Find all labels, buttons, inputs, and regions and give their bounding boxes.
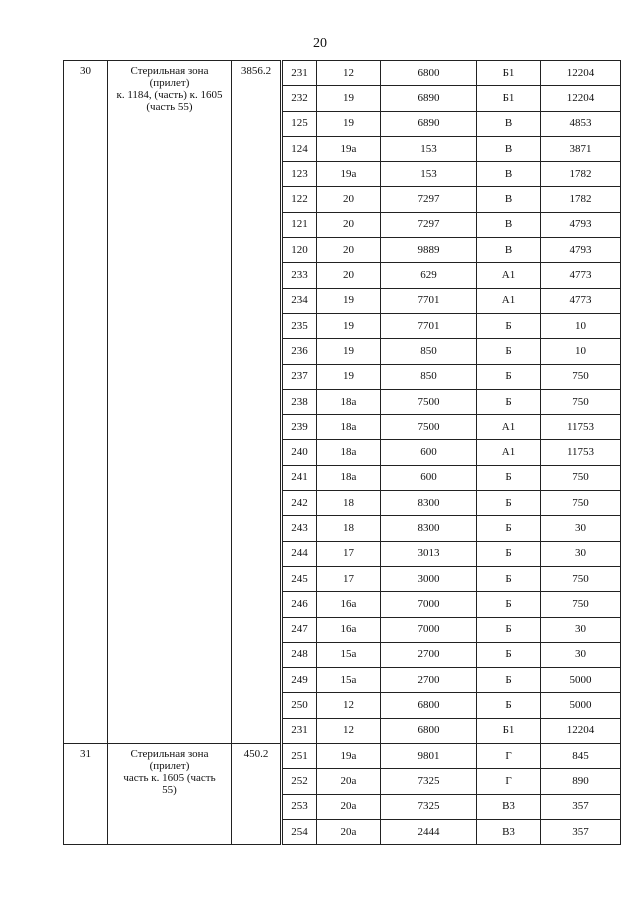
zone-description-line: (прилет) — [149, 77, 190, 89]
group-number: 31 — [64, 744, 108, 845]
section-cell: 20 — [317, 212, 381, 237]
height-cell: 12204 — [541, 86, 621, 111]
section-cell: 19 — [317, 339, 381, 364]
point-number: 120 — [282, 238, 317, 263]
point-number: 121 — [282, 212, 317, 237]
point-number: 231 — [282, 718, 317, 743]
section-cell: 12 — [317, 61, 381, 86]
point-number: 236 — [282, 339, 317, 364]
point-number: 240 — [282, 440, 317, 465]
section-cell: 19а — [317, 162, 381, 187]
height-cell: 1782 — [541, 162, 621, 187]
point-number: 238 — [282, 389, 317, 414]
section-cell: 19а — [317, 744, 381, 769]
height-cell: 750 — [541, 389, 621, 414]
value-cell: 9889 — [381, 238, 477, 263]
point-number: 249 — [282, 668, 317, 693]
height-cell: 30 — [541, 642, 621, 667]
height-cell: 11753 — [541, 440, 621, 465]
point-number: 247 — [282, 617, 317, 642]
category-cell: Б1 — [477, 61, 541, 86]
zone-description-line: Стерильная зона — [130, 748, 209, 761]
category-cell: В — [477, 238, 541, 263]
point-number: 234 — [282, 288, 317, 313]
section-cell: 12 — [317, 693, 381, 718]
height-cell: 3871 — [541, 136, 621, 161]
table-row — [64, 61, 621, 86]
zone-description-line: к. 1184, (часть) к. 1605 — [116, 89, 223, 101]
height-cell: 30 — [541, 541, 621, 566]
category-cell: Б1 — [477, 86, 541, 111]
category-cell: Б — [477, 313, 541, 338]
point-number: 125 — [282, 111, 317, 136]
section-cell: 19 — [317, 86, 381, 111]
category-cell: Б — [477, 364, 541, 389]
category-cell: В — [477, 136, 541, 161]
point-number: 231 — [282, 61, 317, 86]
category-cell: А1 — [477, 440, 541, 465]
section-cell: 17 — [317, 566, 381, 591]
height-cell: 750 — [541, 566, 621, 591]
category-cell: Б — [477, 642, 541, 667]
height-cell: 4773 — [541, 263, 621, 288]
height-cell: 1782 — [541, 187, 621, 212]
section-cell: 18а — [317, 440, 381, 465]
value-cell: 6800 — [381, 693, 477, 718]
height-cell: 4793 — [541, 238, 621, 263]
section-cell: 20а — [317, 769, 381, 794]
height-cell: 750 — [541, 465, 621, 490]
section-cell: 20 — [317, 238, 381, 263]
value-cell: 8300 — [381, 516, 477, 541]
section-cell: 17 — [317, 541, 381, 566]
category-cell: А1 — [477, 263, 541, 288]
value-cell: 7701 — [381, 313, 477, 338]
value-cell: 7325 — [381, 769, 477, 794]
point-number: 232 — [282, 86, 317, 111]
height-cell: 4853 — [541, 111, 621, 136]
section-cell: 15а — [317, 668, 381, 693]
section-cell: 20а — [317, 819, 381, 844]
value-cell: 2700 — [381, 668, 477, 693]
point-number: 242 — [282, 491, 317, 516]
height-cell: 357 — [541, 794, 621, 819]
section-cell: 18 — [317, 491, 381, 516]
section-cell: 18а — [317, 465, 381, 490]
category-cell: Б1 — [477, 718, 541, 743]
section-cell: 19 — [317, 313, 381, 338]
category-cell: В — [477, 162, 541, 187]
group-number: 30 — [64, 61, 108, 744]
zone-description-line: часть к. 1605 (часть — [123, 772, 216, 785]
value-cell: 7500 — [381, 389, 477, 414]
section-cell: 12 — [317, 718, 381, 743]
point-number: 241 — [282, 465, 317, 490]
height-cell: 750 — [541, 364, 621, 389]
value-cell: 7297 — [381, 187, 477, 212]
table-body — [64, 61, 621, 845]
point-number: 253 — [282, 794, 317, 819]
section-cell: 19 — [317, 364, 381, 389]
height-cell: 12204 — [541, 61, 621, 86]
section-cell: 18 — [317, 516, 381, 541]
height-cell: 750 — [541, 491, 621, 516]
height-cell: 5000 — [541, 693, 621, 718]
section-cell: 16а — [317, 592, 381, 617]
zone-description-line: (прилет) — [149, 760, 190, 773]
height-cell: 10 — [541, 313, 621, 338]
value-cell: 153 — [381, 136, 477, 161]
category-cell: Б — [477, 491, 541, 516]
value-cell: 9801 — [381, 744, 477, 769]
value-cell: 600 — [381, 440, 477, 465]
area-value: 450.2 — [232, 744, 282, 845]
category-cell: Б — [477, 617, 541, 642]
zone-description — [108, 61, 232, 744]
table-row — [64, 744, 621, 769]
value-cell: 629 — [381, 263, 477, 288]
value-cell: 6890 — [381, 86, 477, 111]
section-cell: 19 — [317, 288, 381, 313]
category-cell: Б — [477, 339, 541, 364]
category-cell: А1 — [477, 288, 541, 313]
value-cell: 7000 — [381, 592, 477, 617]
height-cell: 4773 — [541, 288, 621, 313]
point-number: 239 — [282, 415, 317, 440]
value-cell: 153 — [381, 162, 477, 187]
point-number: 250 — [282, 693, 317, 718]
height-cell: 12204 — [541, 718, 621, 743]
value-cell: 2444 — [381, 819, 477, 844]
point-number: 252 — [282, 769, 317, 794]
value-cell: 6800 — [381, 61, 477, 86]
point-number: 237 — [282, 364, 317, 389]
point-number: 246 — [282, 592, 317, 617]
value-cell: 3013 — [381, 541, 477, 566]
point-number: 251 — [282, 744, 317, 769]
point-number: 248 — [282, 642, 317, 667]
category-cell: В — [477, 111, 541, 136]
height-cell: 10 — [541, 339, 621, 364]
height-cell: 890 — [541, 769, 621, 794]
height-cell: 30 — [541, 617, 621, 642]
value-cell: 850 — [381, 339, 477, 364]
height-cell: 4793 — [541, 212, 621, 237]
category-cell: В — [477, 187, 541, 212]
point-number: 123 — [282, 162, 317, 187]
section-cell: 19 — [317, 111, 381, 136]
point-number: 235 — [282, 313, 317, 338]
section-cell: 15а — [317, 642, 381, 667]
section-cell: 19а — [317, 136, 381, 161]
zone-description-line: Стерильная зона — [130, 65, 209, 77]
section-cell: 20а — [317, 794, 381, 819]
category-cell: Б — [477, 465, 541, 490]
value-cell: 6800 — [381, 718, 477, 743]
section-cell: 20 — [317, 187, 381, 212]
value-cell: 8300 — [381, 491, 477, 516]
value-cell: 3000 — [381, 566, 477, 591]
section-cell: 18а — [317, 415, 381, 440]
height-cell: 5000 — [541, 668, 621, 693]
section-cell: 20 — [317, 263, 381, 288]
value-cell: 7325 — [381, 794, 477, 819]
coordinates-table — [63, 60, 621, 845]
area-value: 3856.2 — [232, 61, 282, 744]
point-number: 245 — [282, 566, 317, 591]
category-cell: Б — [477, 541, 541, 566]
category-cell: В3 — [477, 794, 541, 819]
value-cell: 2700 — [381, 642, 477, 667]
category-cell: Б — [477, 516, 541, 541]
section-cell: 16а — [317, 617, 381, 642]
category-cell: Б — [477, 668, 541, 693]
zone-description-line: (часть 55) — [146, 101, 193, 113]
point-number: 244 — [282, 541, 317, 566]
value-cell: 850 — [381, 364, 477, 389]
category-cell: Г — [477, 769, 541, 794]
category-cell: В3 — [477, 819, 541, 844]
value-cell: 600 — [381, 465, 477, 490]
category-cell: Б — [477, 566, 541, 591]
value-cell: 7297 — [381, 212, 477, 237]
value-cell: 6890 — [381, 111, 477, 136]
page-number: 20 — [313, 36, 327, 51]
category-cell: А1 — [477, 415, 541, 440]
category-cell: Б — [477, 693, 541, 718]
point-number: 124 — [282, 136, 317, 161]
height-cell: 30 — [541, 516, 621, 541]
value-cell: 7000 — [381, 617, 477, 642]
height-cell: 750 — [541, 592, 621, 617]
point-number: 243 — [282, 516, 317, 541]
height-cell: 357 — [541, 819, 621, 844]
height-cell: 845 — [541, 744, 621, 769]
value-cell: 7701 — [381, 288, 477, 313]
zone-description — [108, 744, 232, 845]
point-number: 122 — [282, 187, 317, 212]
category-cell: Б — [477, 389, 541, 414]
value-cell: 7500 — [381, 415, 477, 440]
zone-description-line: 55) — [162, 784, 177, 797]
category-cell: В — [477, 212, 541, 237]
category-cell: Б — [477, 592, 541, 617]
point-number: 254 — [282, 819, 317, 844]
point-number: 233 — [282, 263, 317, 288]
category-cell: Г — [477, 744, 541, 769]
section-cell: 18а — [317, 389, 381, 414]
height-cell: 11753 — [541, 415, 621, 440]
